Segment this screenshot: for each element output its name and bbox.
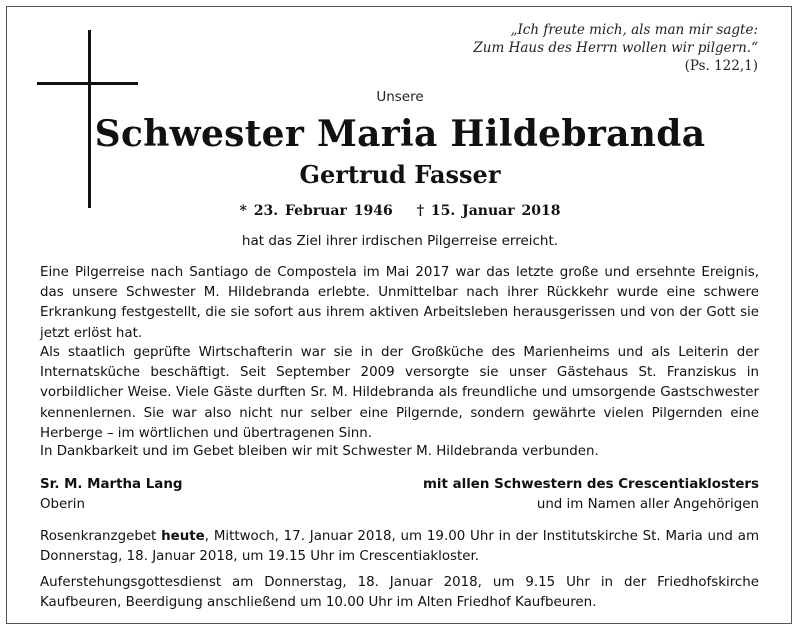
signature-community xyxy=(423,475,759,515)
rosary-label: Rosenkranzgebet xyxy=(40,529,157,544)
paragraph-text: In Dankbarkeit und im Gebet bleiben wir mit Schwester M. Hildebranda verbunden. xyxy=(40,444,599,459)
rosary-notice xyxy=(40,527,759,569)
deceased-name: Schwester Maria Hildebranda xyxy=(94,113,706,155)
superior-name: Sr. M. Martha Lang xyxy=(40,477,183,492)
quote-reference: (Ps. 122,1) xyxy=(684,58,758,74)
paragraph-text: Als staatlich geprüfte Wirtschafterin war sie in der Großküche des Marienheims und als Leiterin der Internatsküche beschäftigt. Seit September 2009 versorgte sie unser Gästehaus St. Franziskus in vorbildlicher Weise. Viele Gäste durften Sr. M. Hildebranda als freundliche und umsorgende Gastschwester kennenlernen. Sie war also nicht nur selber eine Pilgernde, sondern gewährte vielen Pilgernden eine Herberge – im wörtlichen und übertragenen Sinn. xyxy=(40,345,759,441)
paragraph-text: Eine Pilgerreise nach Santiago de Compostela im Mai 2017 war das letzte große und ersehnte Ereignis, das unsere Schwester M. Hildebranda erlebte. Unmittelbar nach ihrer Rückkehr wurde eine schwere Erkrankung festgestellt, die sie sofort aus ihrem aktiven Arbeitsleben herausgerissen und von der Gott sie jetzt erlöst hat. xyxy=(40,265,759,341)
quote-line-1: „Ich freute mich, als man mir sagte: xyxy=(510,22,758,38)
psalm-quote xyxy=(473,21,758,75)
superior-role: Oberin xyxy=(40,497,85,512)
relatives-line: und im Namen aller Angehörigen xyxy=(536,497,759,512)
death-date: † 15. Januar 2018 xyxy=(416,203,561,219)
funeral-text: Auferstehungsgottesdienst am Donnerstag, 18. Januar 2018, um 9.15 Uhr in der Friedhofskirche Kaufbeuren, Beerdigung anschließend um 10.00 Uhr im Alten Friedhof Kaufbeuren. xyxy=(40,575,759,611)
quote-line-2: Zum Haus des Herrn wollen wir pilgern.“ xyxy=(473,40,758,56)
life-dates xyxy=(60,203,740,219)
intro-word: Unsere xyxy=(376,89,424,105)
paragraph-gratitude xyxy=(40,442,759,464)
paragraph-pilgrimage xyxy=(40,263,759,346)
civil-name: Gertrud Fasser xyxy=(299,160,501,189)
cross-horizontal-bar xyxy=(37,82,138,85)
rosary-details: , Mittwoch, 17. Januar 2018, um 19.00 Uhr in der Institutskirche St. Maria und am Donnerstag, 18. Januar 2018, um 19.15 Uhr im Crescentiakloster. xyxy=(40,529,759,565)
rosary-text xyxy=(40,527,759,567)
paragraph-career xyxy=(40,343,759,446)
community-line: mit allen Schwestern des Crescentiaklosters xyxy=(422,477,759,492)
signature-superior xyxy=(40,475,182,515)
funeral-notice xyxy=(40,573,759,615)
rosary-today: heute xyxy=(161,529,205,544)
birth-date: * 23. Februar 1946 xyxy=(239,203,393,219)
goal-line: hat das Ziel ihrer irdischen Pilgerreise erreicht. xyxy=(241,233,559,249)
